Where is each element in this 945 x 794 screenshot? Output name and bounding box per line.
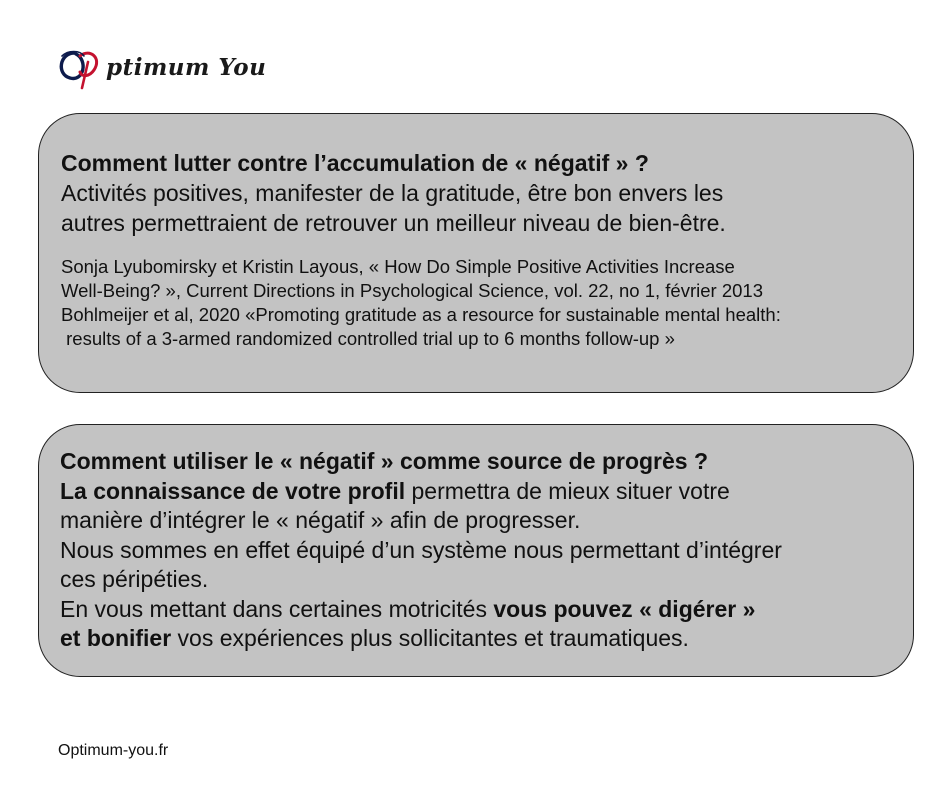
brand-logo-text: ptimum You [106,53,267,81]
card-accumulation-title: Comment lutter contre l’accumulation de « négatif » ? [61,150,649,176]
reference-line-4: results of a 3-armed randomized controlled trial up to 6 months follow-up » [61,328,675,349]
card-accumulation-body-line-1: Activités positives, manifester de la gratitude, être bon envers les [61,180,724,206]
reference-line-3: Bohlmeijer et al, 2020 «Promoting gratitude as a resource for sustainable mental health: [61,304,781,325]
footer-site: Optimum-you.fr [58,742,169,759]
references [61,255,889,351]
improve-emphasis: et bonifier [60,625,172,651]
digest-emphasis: vous pouvez « digérer » [493,595,756,622]
card-progress [38,424,914,677]
card-accumulation [38,113,914,393]
card-progress-line-6 [60,624,899,654]
reference-line-2: Well-Being? », Current Directions in Psychological Science, vol. 22, no 1, février 2013 [61,280,763,301]
card-progress-line-4: ces péripéties. [60,566,209,592]
brand-logo-mark [54,44,110,92]
card-progress-line-5 [60,595,899,625]
card-progress-line-5-plain: En vous mettant dans certaines motricités [60,595,494,622]
brand-logo [54,44,266,92]
reference-line-1: Sonja Lyubomirsky et Kristin Layous, « How Do Simple Positive Activities Increase [61,256,735,277]
profile-emphasis: La connaissance de votre profil [60,477,406,504]
card-progress-line-1-rest: permettra de mieux situer votre [405,477,730,504]
card-progress-title: Comment utiliser le « négatif » comme source de progrès ? [60,448,709,474]
card-progress-line-1 [60,477,899,507]
card-accumulation-body-line-2: autres permettraient de retrouver un meilleur niveau de bien-être. [61,210,726,236]
card-progress-line-6-rest: vos expériences plus sollicitantes et traumatiques. [171,625,689,651]
card-progress-line-3: Nous sommes en effet équipé d’un système nous permettant d’intégrer [60,536,782,563]
card-progress-line-2: manière d’intégrer le « négatif » afin de progresser. [60,507,581,533]
